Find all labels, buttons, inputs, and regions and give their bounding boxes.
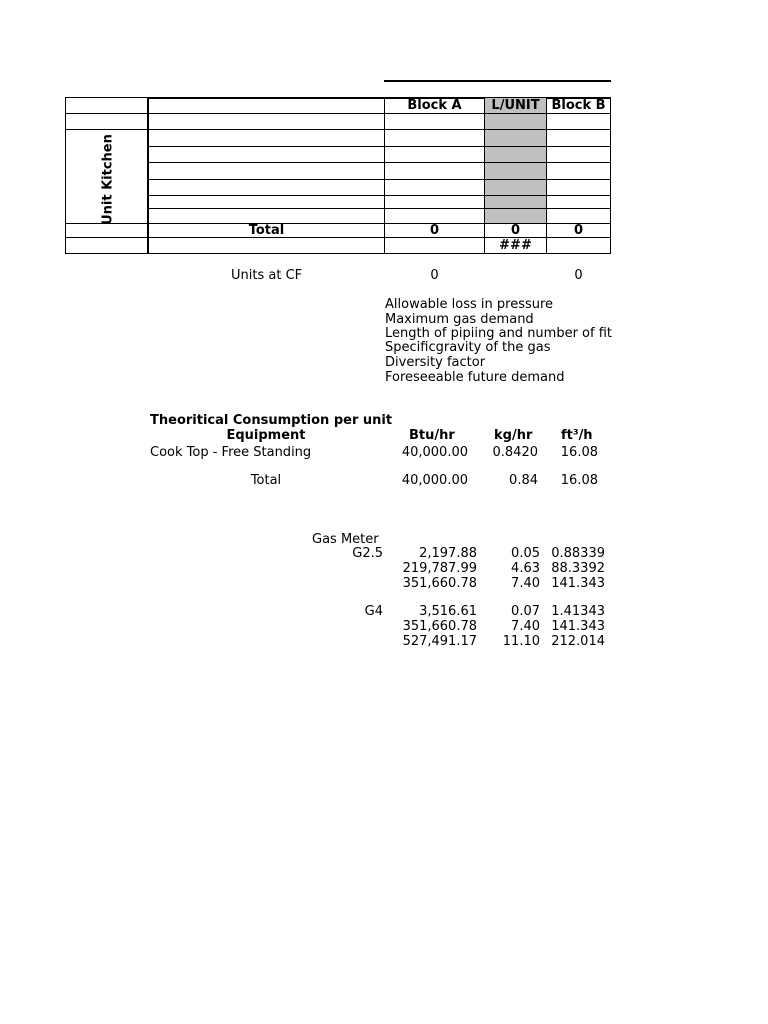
meter-row-kg: 7.40 (511, 619, 540, 634)
total-label: Total (248, 223, 285, 238)
meter-label-g25: G2.5 (352, 546, 383, 561)
note-item: Allowable loss in pressure (385, 297, 554, 312)
meter-row-kg: 11.10 (502, 634, 540, 649)
meter-row-btu: 351,660.78 (402, 619, 477, 634)
meter-row-ft3: 141.343 (551, 619, 605, 634)
note-item: Foreseeable future demand (385, 370, 565, 385)
consumption-total-kg: 0.84 (509, 473, 538, 488)
equipment-ft3: 16.08 (560, 445, 598, 460)
meter-row-ft3: 0.88339 (551, 546, 605, 561)
note-item: Specificgravity of the gas (385, 340, 551, 355)
total-block-a: 0 (429, 223, 440, 238)
total-block-b: 0 (573, 223, 584, 238)
header-block-a: Block A (407, 98, 462, 113)
meter-row-ft3: 1.41343 (551, 604, 605, 619)
header-ft3: ft³/h (561, 428, 593, 443)
gas-meter-title: Gas Meter (312, 532, 379, 547)
header-btu: Btu/hr (409, 428, 455, 443)
meter-row-kg: 0.07 (511, 604, 540, 619)
header-l-unit: L/UNIT (485, 98, 546, 113)
meter-row-ft3: 212.014 (551, 634, 605, 649)
meter-row-btu: 219,787.99 (402, 561, 477, 576)
meter-row-btu: 527,491.17 (402, 634, 477, 649)
consumption-title: Theoritical Consumption per unit (150, 413, 393, 428)
units-at-cf-block-b: 0 (574, 268, 583, 283)
units-at-cf-label: Units at CF (231, 268, 303, 283)
unit-kitchen-label: Unit Kitchen (100, 134, 116, 225)
consumption-total-label: Total (250, 473, 282, 488)
consumption-total-btu: 40,000.00 (401, 473, 468, 488)
equipment-btu: 40,000.00 (401, 445, 468, 460)
meter-row-btu: 351,660.78 (402, 576, 477, 591)
meter-row-kg: 7.40 (511, 576, 540, 591)
header-equipment: Equipment (226, 428, 306, 443)
total-l-unit: 0 (510, 223, 521, 238)
note-item: Length of pipiing and number of fit (385, 326, 613, 341)
note-item: Maximum gas demand (385, 312, 534, 327)
meter-label-g4: G4 (364, 604, 383, 619)
meter-row-ft3: 88.3392 (551, 561, 605, 576)
meter-row-kg: 0.05 (511, 546, 540, 561)
meter-row-btu: 3,516.61 (419, 604, 477, 619)
header-block-b: Block B (551, 98, 606, 113)
header-kg: kg/hr (494, 428, 533, 443)
meter-row-btu: 2,197.88 (419, 546, 477, 561)
equipment-kg: 0.8420 (492, 445, 538, 460)
consumption-total-ft3: 16.08 (560, 473, 598, 488)
note-item: Diversity factor (385, 355, 486, 370)
meter-row-kg: 4.63 (511, 561, 540, 576)
meter-row-ft3: 141.343 (551, 576, 605, 591)
units-at-cf-block-a: 0 (430, 268, 439, 283)
overflow-cell: ### (499, 238, 532, 253)
equipment-name: Cook Top - Free Standing (150, 445, 312, 460)
